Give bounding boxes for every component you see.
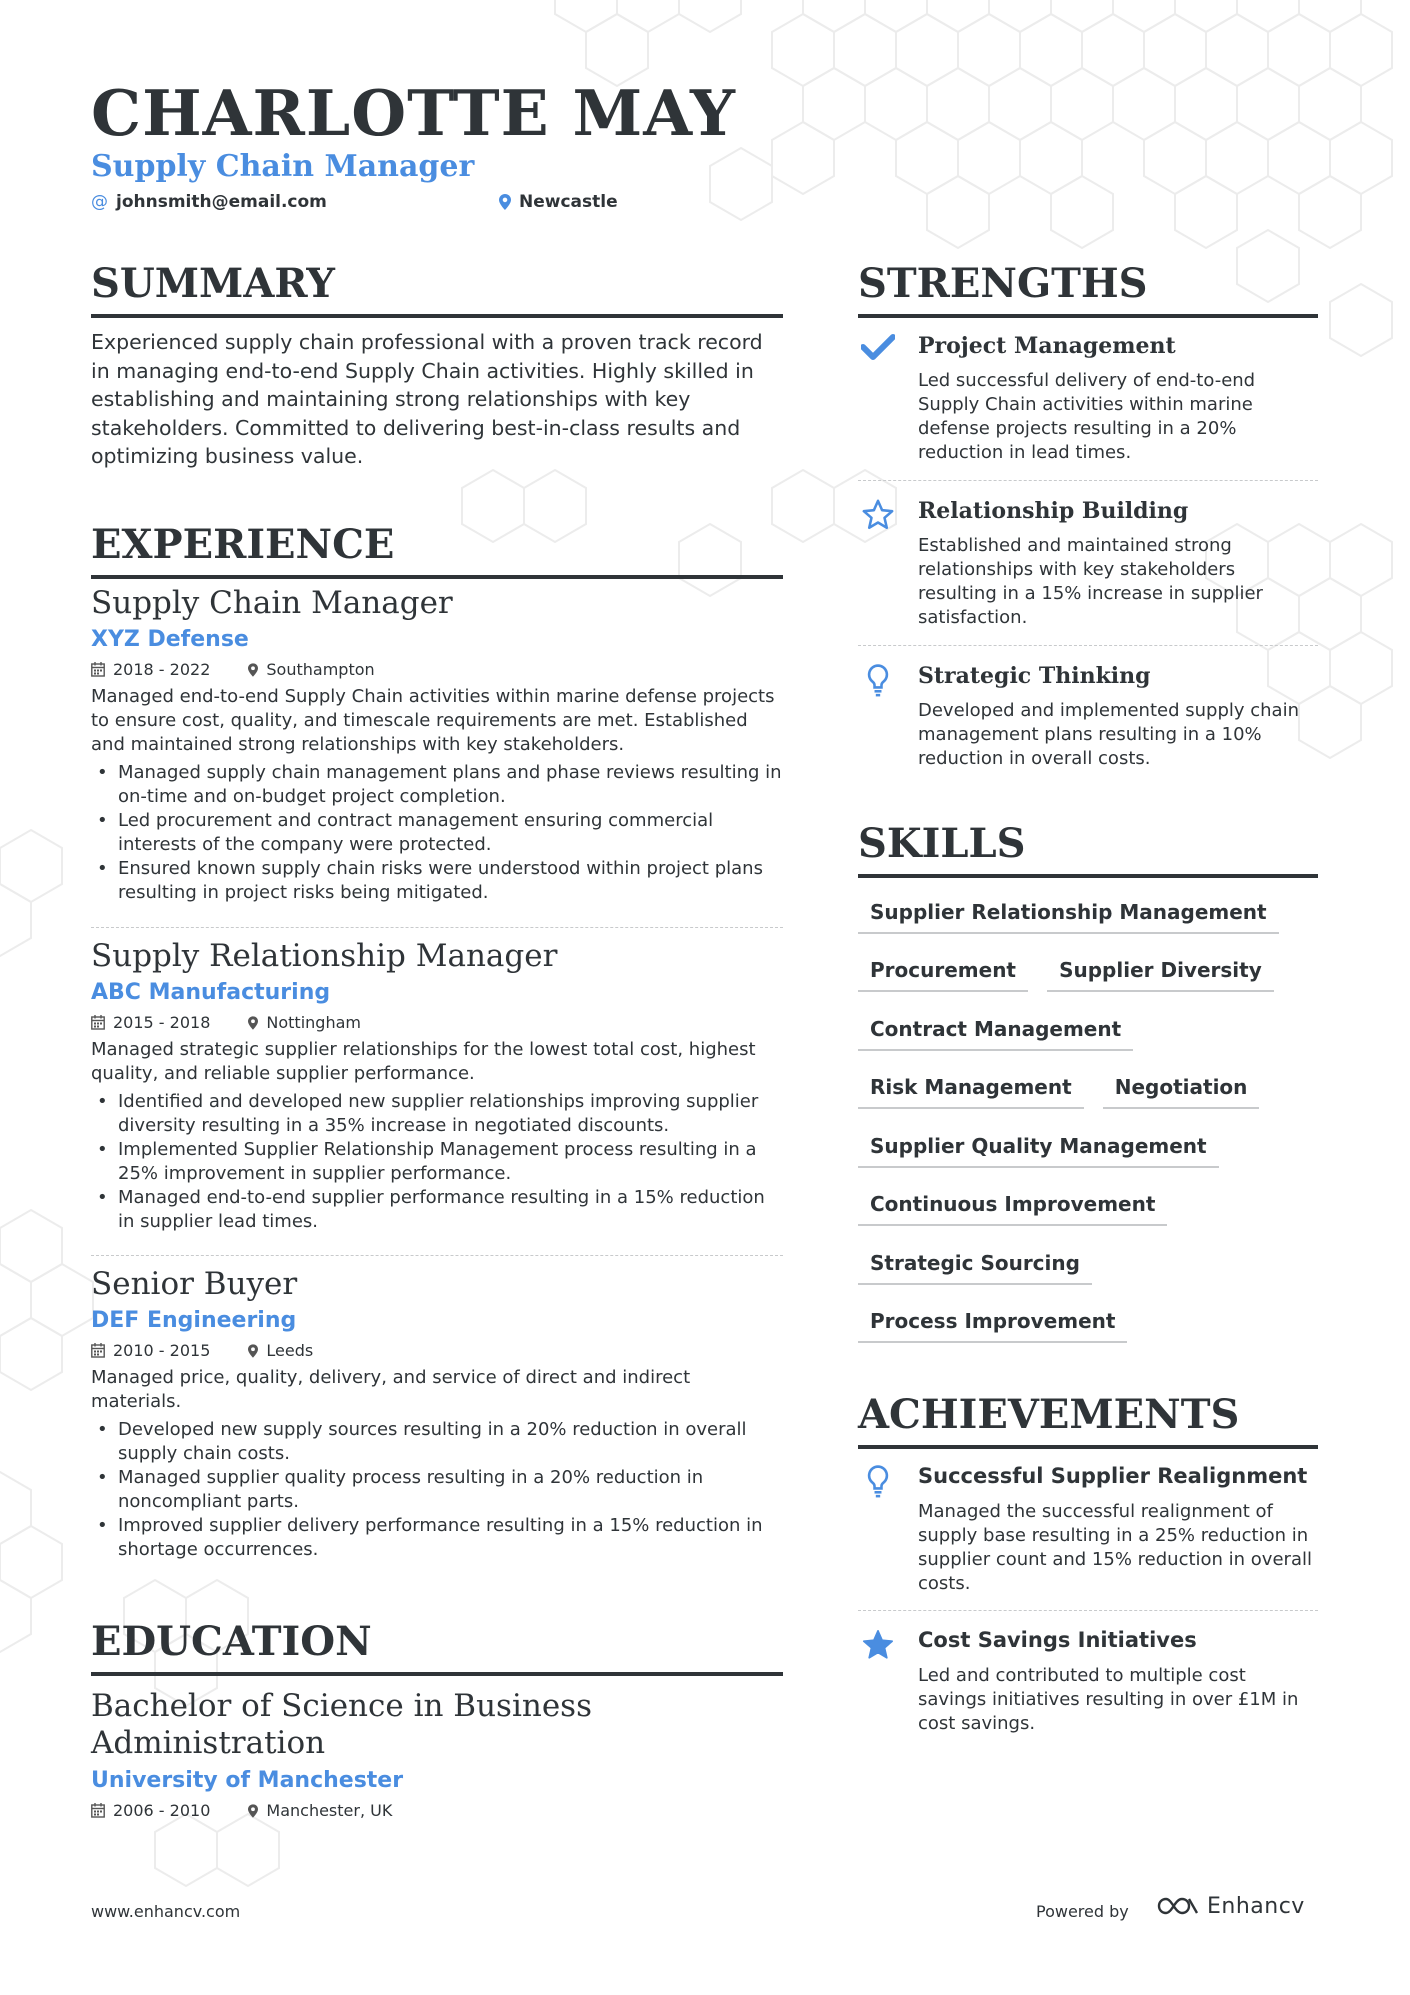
skill-tag: Supplier Relationship Management bbox=[858, 900, 1279, 934]
job-title: Supply Relationship Manager bbox=[91, 938, 558, 974]
job-location: Southampton bbox=[266, 660, 375, 679]
job-dates: 2018 - 2022 bbox=[113, 660, 211, 679]
candidate-title: Supply Chain Manager bbox=[91, 149, 475, 184]
location-pin-icon bbox=[499, 194, 511, 210]
divider bbox=[858, 480, 1318, 481]
job-location: Leeds bbox=[266, 1341, 314, 1360]
candidate-name: CHARLOTTE MAY bbox=[91, 76, 736, 150]
job-description: Managed price, quality, delivery, and service of direct and indirect materials. bbox=[91, 1367, 691, 1412]
skill-tag: Continuous Improvement bbox=[858, 1192, 1167, 1226]
job-dates: 2010 - 2015 bbox=[113, 1341, 211, 1360]
calendar-icon bbox=[91, 1803, 105, 1818]
at-icon: @ bbox=[91, 192, 108, 212]
job-bullets bbox=[91, 761, 783, 905]
skill-tag: Supplier Quality Management bbox=[858, 1134, 1219, 1168]
education-location: Manchester, UK bbox=[266, 1801, 393, 1820]
enhancv-logo-icon bbox=[1155, 1893, 1201, 1919]
bullet-item: • Managed supply chain management plans and phase reviews resulting in on-time and on-budget project completion. bbox=[91, 761, 783, 809]
strength-title: Strategic Thinking bbox=[918, 663, 1151, 689]
skill-row bbox=[858, 1192, 1167, 1226]
skill-tag: Process Improvement bbox=[858, 1309, 1127, 1343]
education-meta bbox=[91, 1801, 783, 1820]
star-outline-icon bbox=[858, 498, 898, 538]
footer-powered-by: Powered by bbox=[1036, 1902, 1129, 1921]
achievement-text: Managed the successful realignment of supply base resulting in a 25% reduction in supplier count and 15% reduction in overall costs. bbox=[918, 1501, 1312, 1594]
education-dates: 2006 - 2010 bbox=[113, 1801, 211, 1820]
skill-row bbox=[858, 1017, 1133, 1051]
location-contact bbox=[499, 192, 618, 212]
strength-text: Established and maintained strong relationships with key stakeholders resulting in a 15% increase in supplier satisfaction. bbox=[918, 535, 1263, 628]
achievements-heading: ACHIEVEMENTS bbox=[858, 1393, 1318, 1449]
lightbulb-icon bbox=[858, 1464, 898, 1504]
email-text: johnsmith@email.com bbox=[116, 192, 327, 212]
skill-row bbox=[858, 1134, 1219, 1168]
school-name: University of Manchester bbox=[91, 1768, 404, 1793]
skill-tag: Strategic Sourcing bbox=[858, 1251, 1092, 1285]
job-bullets bbox=[91, 1418, 783, 1562]
experience-entry bbox=[91, 1266, 783, 1562]
skill-row bbox=[858, 1075, 1259, 1109]
job-description: Managed strategic supplier relationships for the lowest total cost, highest quality, and reliable supplier performance. bbox=[91, 1039, 756, 1084]
skill-tag: Negotiation bbox=[1103, 1075, 1260, 1109]
location-pin-icon bbox=[248, 1804, 258, 1818]
job-dates: 2015 - 2018 bbox=[113, 1013, 211, 1032]
bullet-item: • Improved supplier delivery performance resulting in a 15% reduction in shortage occurrences. bbox=[91, 1514, 783, 1562]
job-location: Nottingham bbox=[266, 1013, 361, 1032]
skill-tag: Procurement bbox=[858, 958, 1028, 992]
strength-text: Led successful delivery of end-to-end Supply Chain activities within marine defense projects resulting in a 20% reduction in lead times. bbox=[918, 370, 1256, 463]
bullet-item: • Identified and developed new supplier relationships improving supplier diversity resulting in a 35% increase in negotiated discounts. bbox=[91, 1090, 783, 1138]
checkmark-icon bbox=[858, 333, 898, 373]
footer-website[interactable]: www.enhancv.com bbox=[91, 1902, 241, 1921]
skill-row bbox=[858, 1251, 1092, 1285]
experience-entry bbox=[91, 938, 783, 1234]
bullet-item: • Managed end-to-end supplier performance resulting in a 15% reduction in supplier lead times. bbox=[91, 1186, 783, 1234]
bullet-item: • Implemented Supplier Relationship Management process resulting in a 25% improvement in supplier performance. bbox=[91, 1138, 783, 1186]
job-title: Supply Chain Manager bbox=[91, 585, 453, 621]
enhancv-brand-text: Enhancv bbox=[1207, 1893, 1305, 1919]
job-bullets bbox=[91, 1090, 783, 1234]
strengths-heading: STRENGTHS bbox=[858, 262, 1318, 318]
job-description: Managed end-to-end Supply Chain activities within marine defense projects to ensure cost, quality, and timescale requirements are met. Established and maintained strong relationships with key stakeholders. bbox=[91, 686, 775, 755]
degree-title: Bachelor of Science in Business Administration bbox=[91, 1688, 592, 1761]
job-title: Senior Buyer bbox=[91, 1266, 298, 1302]
skill-tag: Risk Management bbox=[858, 1075, 1084, 1109]
achievement-text: Led and contributed to multiple cost savings initiatives resulting in over £1M in cost savings. bbox=[918, 1665, 1299, 1734]
divider bbox=[91, 1255, 783, 1256]
skills-heading: SKILLS bbox=[858, 822, 1318, 878]
skill-row bbox=[858, 958, 1274, 992]
star-filled-icon bbox=[858, 1628, 898, 1668]
email-contact[interactable] bbox=[91, 192, 327, 212]
location-pin-icon bbox=[248, 663, 258, 677]
job-meta bbox=[91, 1341, 783, 1360]
calendar-icon bbox=[91, 1343, 105, 1358]
location-pin-icon bbox=[248, 1344, 258, 1358]
job-meta bbox=[91, 1013, 783, 1032]
enhancv-logo[interactable] bbox=[1155, 1893, 1305, 1919]
bullet-item: • Led procurement and contract management ensuring commercial interests of the company were protected. bbox=[91, 809, 783, 857]
skill-tag: Supplier Diversity bbox=[1047, 958, 1274, 992]
achievement-title: Cost Savings Initiatives bbox=[918, 1628, 1197, 1652]
strength-title: Relationship Building bbox=[918, 498, 1189, 524]
divider bbox=[91, 927, 783, 928]
company-name: XYZ Defense bbox=[91, 627, 249, 652]
bullet-item: • Managed supplier quality process resulting in a 20% reduction in noncompliant parts. bbox=[91, 1466, 783, 1514]
strength-title: Project Management bbox=[918, 333, 1176, 359]
skill-row bbox=[858, 1309, 1127, 1343]
summary-text: Experienced supply chain professional with a proven track record in managing end-to-end Supply Chain activities. Highly skilled in establishing and maintaining strong relationships with key stakeholders. Committed to delivering best-in-class results and optimizing business value. bbox=[91, 330, 763, 468]
bullet-item: • Developed new supply sources resulting in a 20% reduction in overall supply chain costs. bbox=[91, 1418, 783, 1466]
company-name: ABC Manufacturing bbox=[91, 980, 331, 1005]
calendar-icon bbox=[91, 1015, 105, 1030]
experience-entry bbox=[91, 585, 783, 905]
education-heading: EDUCATION bbox=[91, 1620, 783, 1676]
skill-tag: Contract Management bbox=[858, 1017, 1133, 1051]
location-text: Newcastle bbox=[519, 192, 618, 212]
skill-row bbox=[858, 900, 1279, 934]
experience-heading: EXPERIENCE bbox=[91, 523, 783, 579]
lightbulb-icon bbox=[858, 663, 898, 703]
divider bbox=[858, 645, 1318, 646]
education-entry bbox=[91, 1688, 783, 1820]
achievement-title: Successful Supplier Realignment bbox=[918, 1464, 1308, 1488]
strength-text: Developed and implemented supply chain management plans resulting in a 10% reduction in overall costs. bbox=[918, 700, 1299, 769]
divider bbox=[858, 1610, 1318, 1611]
summary-heading: SUMMARY bbox=[91, 262, 783, 318]
bullet-item: • Ensured known supply chain risks were understood within project plans resulting in project risks being mitigated. bbox=[91, 857, 783, 905]
job-meta bbox=[91, 660, 783, 679]
calendar-icon bbox=[91, 662, 105, 677]
location-pin-icon bbox=[248, 1016, 258, 1030]
company-name: DEF Engineering bbox=[91, 1308, 297, 1333]
